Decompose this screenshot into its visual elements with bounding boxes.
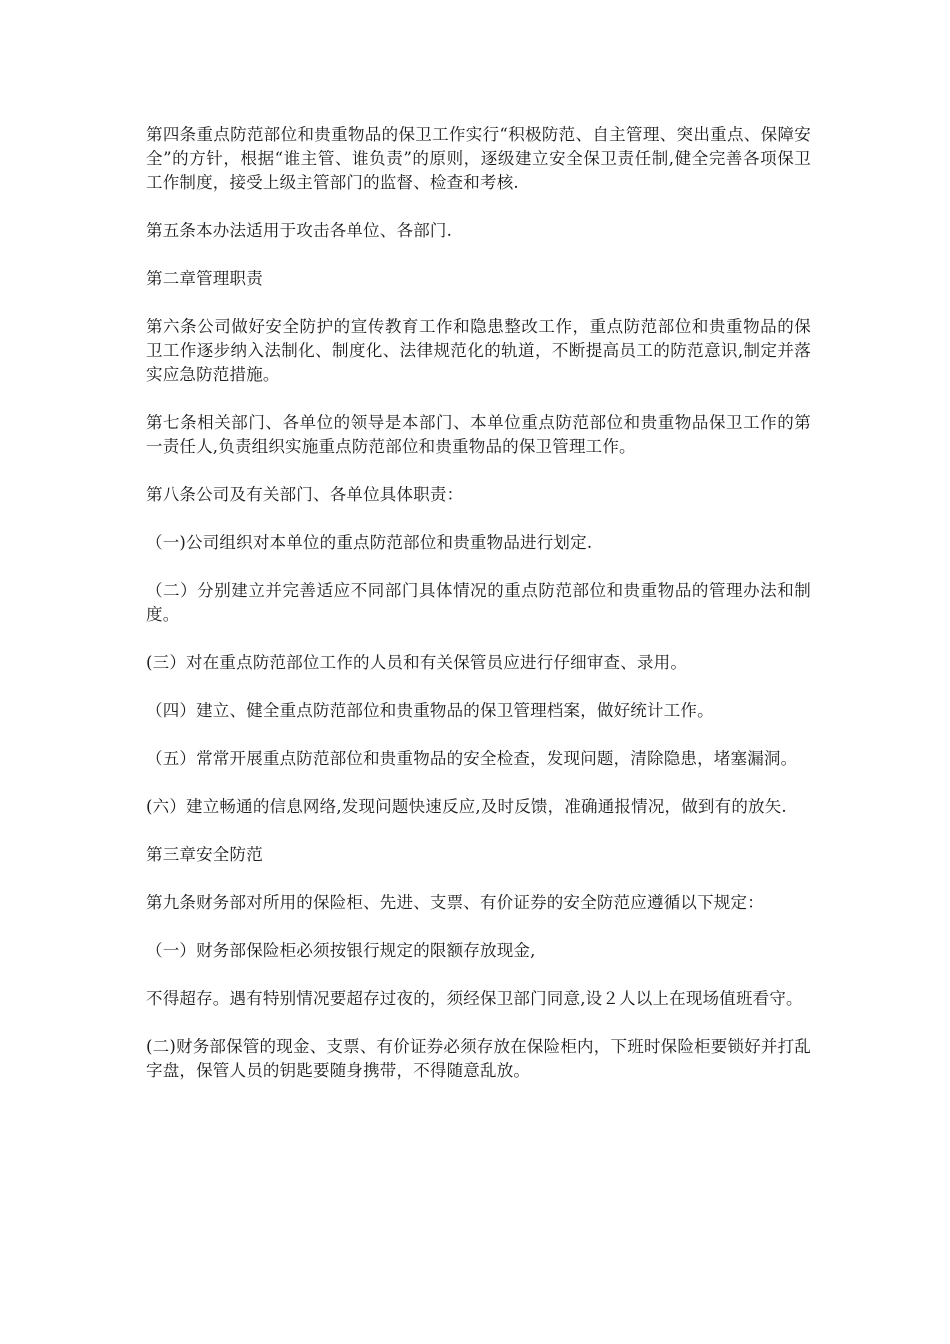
list-item-3: (三）对在重点防范部位工作的人员和有关保管员应进行仔细审查、录用。 [146,653,688,672]
list-item-9-2: (二)财务部保管的现金、支票、有价证券必须存放在保险柜内，下班时保险柜要锁好并打乱字盘，保管人员的钥匙要随身携带，不得随意乱放。 [146,1037,811,1080]
paragraph-article-7: 第七条相关部门、各单位的领导是本部门、本单位重点防范部位和贵重物品保卫工作的第一责任人,负责组织实施重点防范部位和贵重物品的保卫管理工作。 [146,413,811,456]
paragraph-article-9: 第九条财务部对所用的保险柜、先进、支票、有价证券的安全防范应遵循以下规定： [146,893,764,912]
paragraph-article-4: 第四条重点防范部位和贵重物品的保卫工作实行“积极防范、自主管理、突出重点、保障安全”的方针，根据“谁主管、谁负责”的原则，逐级建立安全保卫责任制,健全完善各项保卫工作制度，接受上级主管部门的监督、检查和考核. [146,125,811,192]
list-item-2: （二）分别建立并完善适应不同部门具体情况的重点防范部位和贵重物品的管理办法和制度。 [146,581,811,624]
paragraph-article-8: 第八条公司及有关部门、各单位具体职责： [146,485,464,504]
chapter-heading-2: 第二章管理职责 [146,269,263,288]
paragraph-article-6: 第六条公司做好安全防护的宣传教育工作和隐患整改工作，重点防范部位和贵重物品的保卫工作逐步纳入法制化、制度化、法律规范化的轨道，不断提高员工的防范意识,制定并落实应急防范措施。 [146,317,811,384]
document-body [146,123,811,1107]
list-item-5: （五）常常开展重点防范部位和贵重物品的安全检查，发现问题，清除隐患，堵塞漏洞。 [146,749,798,768]
list-item-6: (六）建立畅通的信息网络,发现问题快速反应,及时反馈，准确通报情况，做到有的放矢. [146,797,787,816]
list-item-9-1: （一）财务部保险柜必须按银行规定的限额存放现金, [146,941,536,960]
list-item-1: （一)公司组织对本单位的重点防范部位和贵重物品进行划定. [146,533,593,552]
list-item-4: （四）建立、健全重点防范部位和贵重物品的保卫管理档案，做好统计工作。 [146,701,714,720]
paragraph-continuation: 不得超存。遇有特别情况要超存过夜的，须经保卫部门同意,设２人以上在现场值班看守。 [146,989,803,1008]
chapter-heading-3: 第三章安全防范 [146,845,263,864]
paragraph-article-5: 第五条本办法适用于攻击各单位、各部门. [146,221,453,240]
